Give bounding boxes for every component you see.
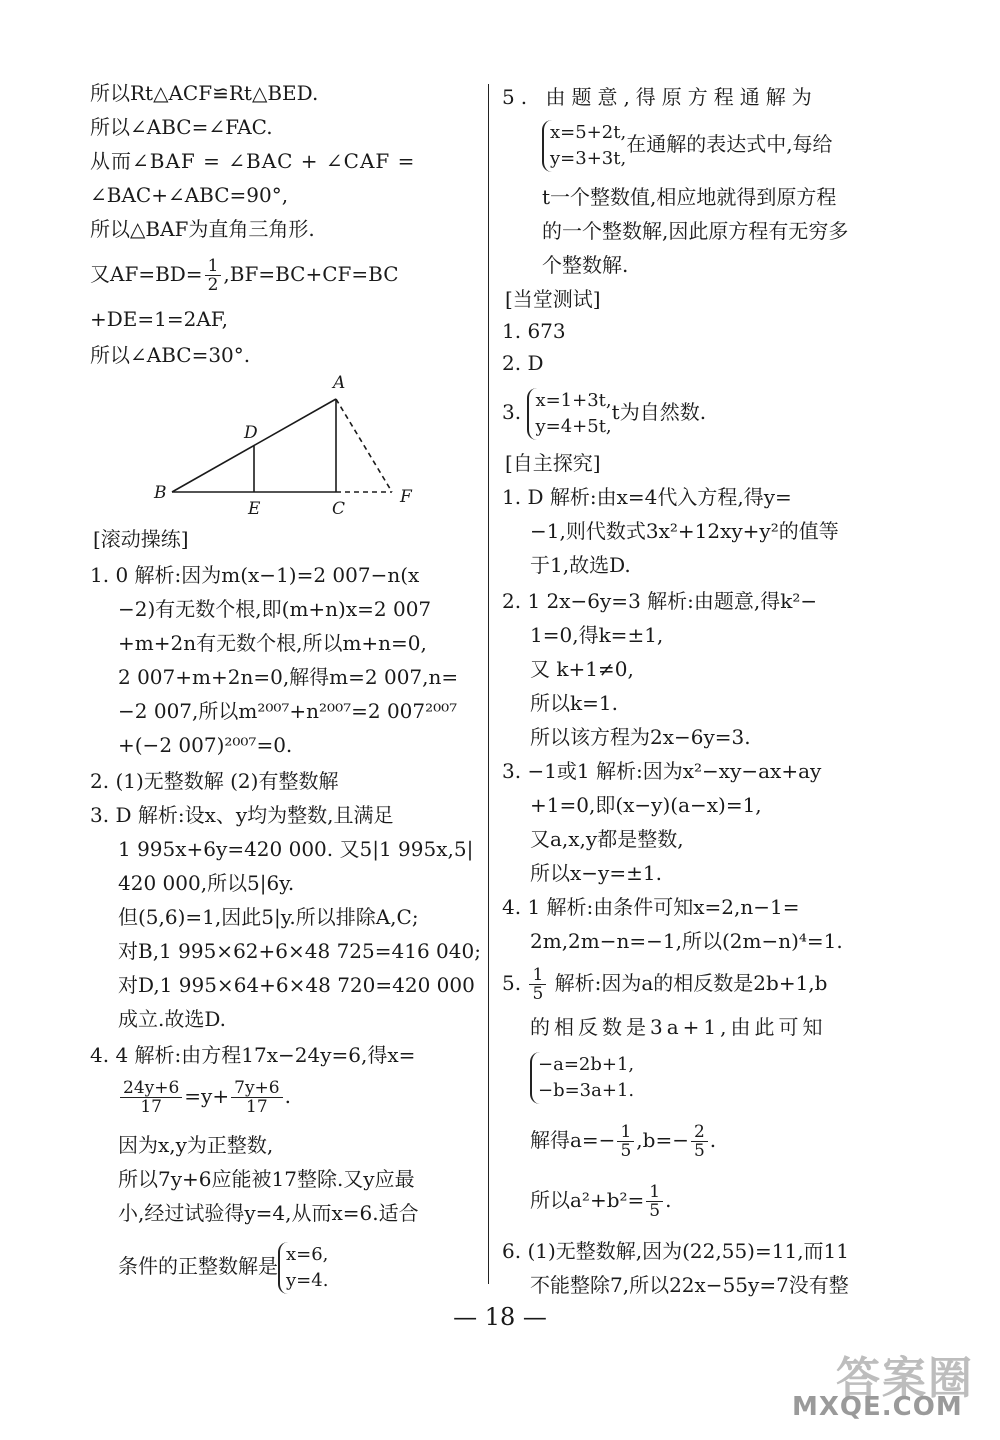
list-item: 2 007+m+2n=0,解得m=2 007,n= bbox=[118, 665, 459, 689]
fraction: $\frac{1}{5}$ bbox=[646, 1183, 663, 1220]
list-item: 2m,2m−n=−1,所以(2m−n)⁴=1. bbox=[530, 929, 843, 953]
list-item: 3. D 解析:设x、y均为整数,且满足 bbox=[90, 803, 394, 827]
list-item: 解得a=− $\frac{1}{5}$ ,b=− $\frac{2}{5}$ . bbox=[530, 1122, 717, 1161]
section-title: [滚动操练] bbox=[93, 527, 189, 551]
fraction: $\frac{1}{5}$ bbox=[529, 966, 546, 1003]
list-item: x=5+2t, y=3+3t, 在通解的表达式中,每给 bbox=[542, 114, 833, 174]
list-item: 3. x=1+3t, y=4+5t, t为自然数. bbox=[502, 382, 706, 442]
list-item: 所以k=1. bbox=[530, 691, 618, 715]
list-item bbox=[530, 1046, 634, 1106]
section-title: [自主探究] bbox=[505, 451, 601, 475]
segment-af-dashed bbox=[336, 399, 392, 492]
list-item: 条件的正整数解是 x=6, y=4. bbox=[118, 1236, 328, 1296]
list-item: 因为x,y为正整数, bbox=[118, 1133, 274, 1157]
list-item: 又a,x,y都是整数, bbox=[530, 827, 684, 851]
equation-system: x=5+2t, y=3+3t, bbox=[542, 120, 626, 172]
list-item: 1. D 解析:由x=4代入方程,得y= bbox=[502, 485, 792, 509]
list-item: 4. 4 解析:由方程17x−24y=6,得x= bbox=[90, 1043, 416, 1067]
list-item: 对D,1 995×64+6×48 720=420 000 bbox=[118, 973, 475, 997]
list-item: 1. 0 解析:因为m(x−1)=2 007−n(x bbox=[90, 563, 420, 587]
proof-line: 从而∠BAF = ∠BAC + ∠CAF = bbox=[90, 149, 416, 173]
list-item: 不能整除7,所以22x−55y=7没有整 bbox=[530, 1273, 849, 1297]
list-item: 小,经过试验得y=4,从而x=6.适合 bbox=[118, 1201, 419, 1225]
list-item: 又 k+1≠0, bbox=[530, 657, 634, 681]
list-item: 对B,1 995×62+6×48 725=416 040; bbox=[118, 939, 481, 963]
list-item: 于1,故选D. bbox=[530, 553, 631, 577]
equation-system: −a=2b+1, −b=3a+1. bbox=[530, 1052, 634, 1104]
list-item: 成立.故选D. bbox=[118, 1007, 227, 1031]
fraction: $\frac{1}{2}$ bbox=[205, 257, 222, 294]
label-f: F bbox=[400, 487, 412, 507]
list-item: 所以a²+b²= $\frac{1}{5}$ . bbox=[530, 1182, 672, 1221]
section-title: [当堂测试] bbox=[505, 287, 601, 311]
proof-line: +DE=1=2AF, bbox=[90, 307, 228, 331]
label-c: C bbox=[332, 499, 346, 518]
proof-line: 所以△BAF为直角三角形. bbox=[90, 217, 315, 241]
triangle-figure bbox=[140, 368, 430, 518]
label-e: E bbox=[248, 499, 261, 518]
list-item: −2)有无数个根,即(m+n)x=2 007 bbox=[118, 597, 432, 621]
list-item: 5. $\frac{1}{5}$ 解析:因为a的相反数是2b+1,b bbox=[502, 965, 828, 1004]
list-item: 所以该方程为2x−6y=3. bbox=[530, 725, 751, 749]
watermark-text: MXQE.COM bbox=[792, 1392, 963, 1422]
equation-system: x=6, y=4. bbox=[278, 1242, 328, 1294]
page-number: — 18 — bbox=[453, 1303, 547, 1331]
list-item: 5. 由题意,得原方程通解为 bbox=[502, 85, 818, 109]
list-item: 1. 673 bbox=[502, 319, 566, 343]
list-item: 2. 1 2x−6y=3 解析:由题意,得k²− bbox=[502, 589, 818, 613]
label-a: A bbox=[333, 373, 346, 393]
fraction: $\frac{7y+6}{17}$ bbox=[231, 1079, 282, 1116]
list-item: −1,则代数式3x²+12xy+y²的值等 bbox=[530, 519, 839, 543]
list-item: −2 007,所以m²⁰⁰⁷+n²⁰⁰⁷=2 007²⁰⁰⁷ bbox=[118, 699, 458, 723]
fraction: $\frac{1}{5}$ bbox=[617, 1123, 634, 1160]
label-d: D bbox=[244, 423, 258, 443]
proof-line: 所以∠ABC=30°. bbox=[90, 343, 251, 367]
proof-line: 所以∠ABC=∠FAC. bbox=[90, 115, 273, 139]
list-item: 所以x−y=±1. bbox=[530, 861, 662, 885]
list-item: 1 995x+6y=420 000. 又5|1 995x,5| bbox=[118, 837, 474, 861]
list-item: 1=0,得k=±1, bbox=[530, 623, 664, 647]
list-item: 2. D bbox=[502, 351, 544, 375]
list-item: 的一个整数解,因此原方程有无穷多 bbox=[542, 219, 849, 243]
list-item: +(−2 007)²⁰⁰⁷=0. bbox=[118, 733, 293, 757]
fraction: $\frac{24y+6}{17}$ bbox=[120, 1079, 182, 1116]
list-item: 的相反数是3a+1,由此可知 bbox=[530, 1015, 827, 1039]
proof-line: 所以Rt△ACF≌Rt△BED. bbox=[90, 81, 319, 105]
list-item: $\frac{24y+6}{17}$ =y+ $\frac{7y+6}{17}$ . bbox=[118, 1074, 291, 1118]
column-divider bbox=[488, 84, 489, 1284]
label-b: B bbox=[154, 483, 167, 503]
list-item: 个整数解. bbox=[542, 253, 629, 277]
list-item: 3. −1或1 解析:因为x²−xy−ax+ay bbox=[502, 759, 822, 783]
fraction: $\frac{2}{5}$ bbox=[691, 1123, 708, 1160]
proof-line: 又AF=BD= $\frac{1}{2}$ ,BF=BC+CF=BC bbox=[90, 256, 399, 295]
list-item: +m+2n有无数个根,所以m+n=0, bbox=[118, 631, 427, 655]
list-item: +1=0,即(x−y)(a−x)=1, bbox=[530, 793, 762, 817]
list-item: 但(5,6)=1,因此5|y.所以排除A,C; bbox=[118, 905, 419, 929]
equation-system: x=1+3t, y=4+5t, bbox=[527, 388, 611, 440]
list-item: 所以7y+6应能被17整除.又y应最 bbox=[118, 1167, 415, 1191]
list-item: t一个整数值,相应地就得到原方程 bbox=[542, 185, 837, 209]
list-item: 4. 1 解析:由条件可知x=2,n−1= bbox=[502, 895, 800, 919]
proof-line: ∠BAC+∠ABC=90°, bbox=[90, 183, 289, 207]
list-item: 2. (1)无整数解 (2)有整数解 bbox=[90, 769, 339, 793]
watermark-logo: 答案圈 bbox=[836, 1353, 974, 1404]
list-item: 6. (1)无整数解,因为(22,55)=11,而11 bbox=[502, 1239, 850, 1263]
list-item: 420 000,所以5|6y. bbox=[118, 871, 295, 895]
